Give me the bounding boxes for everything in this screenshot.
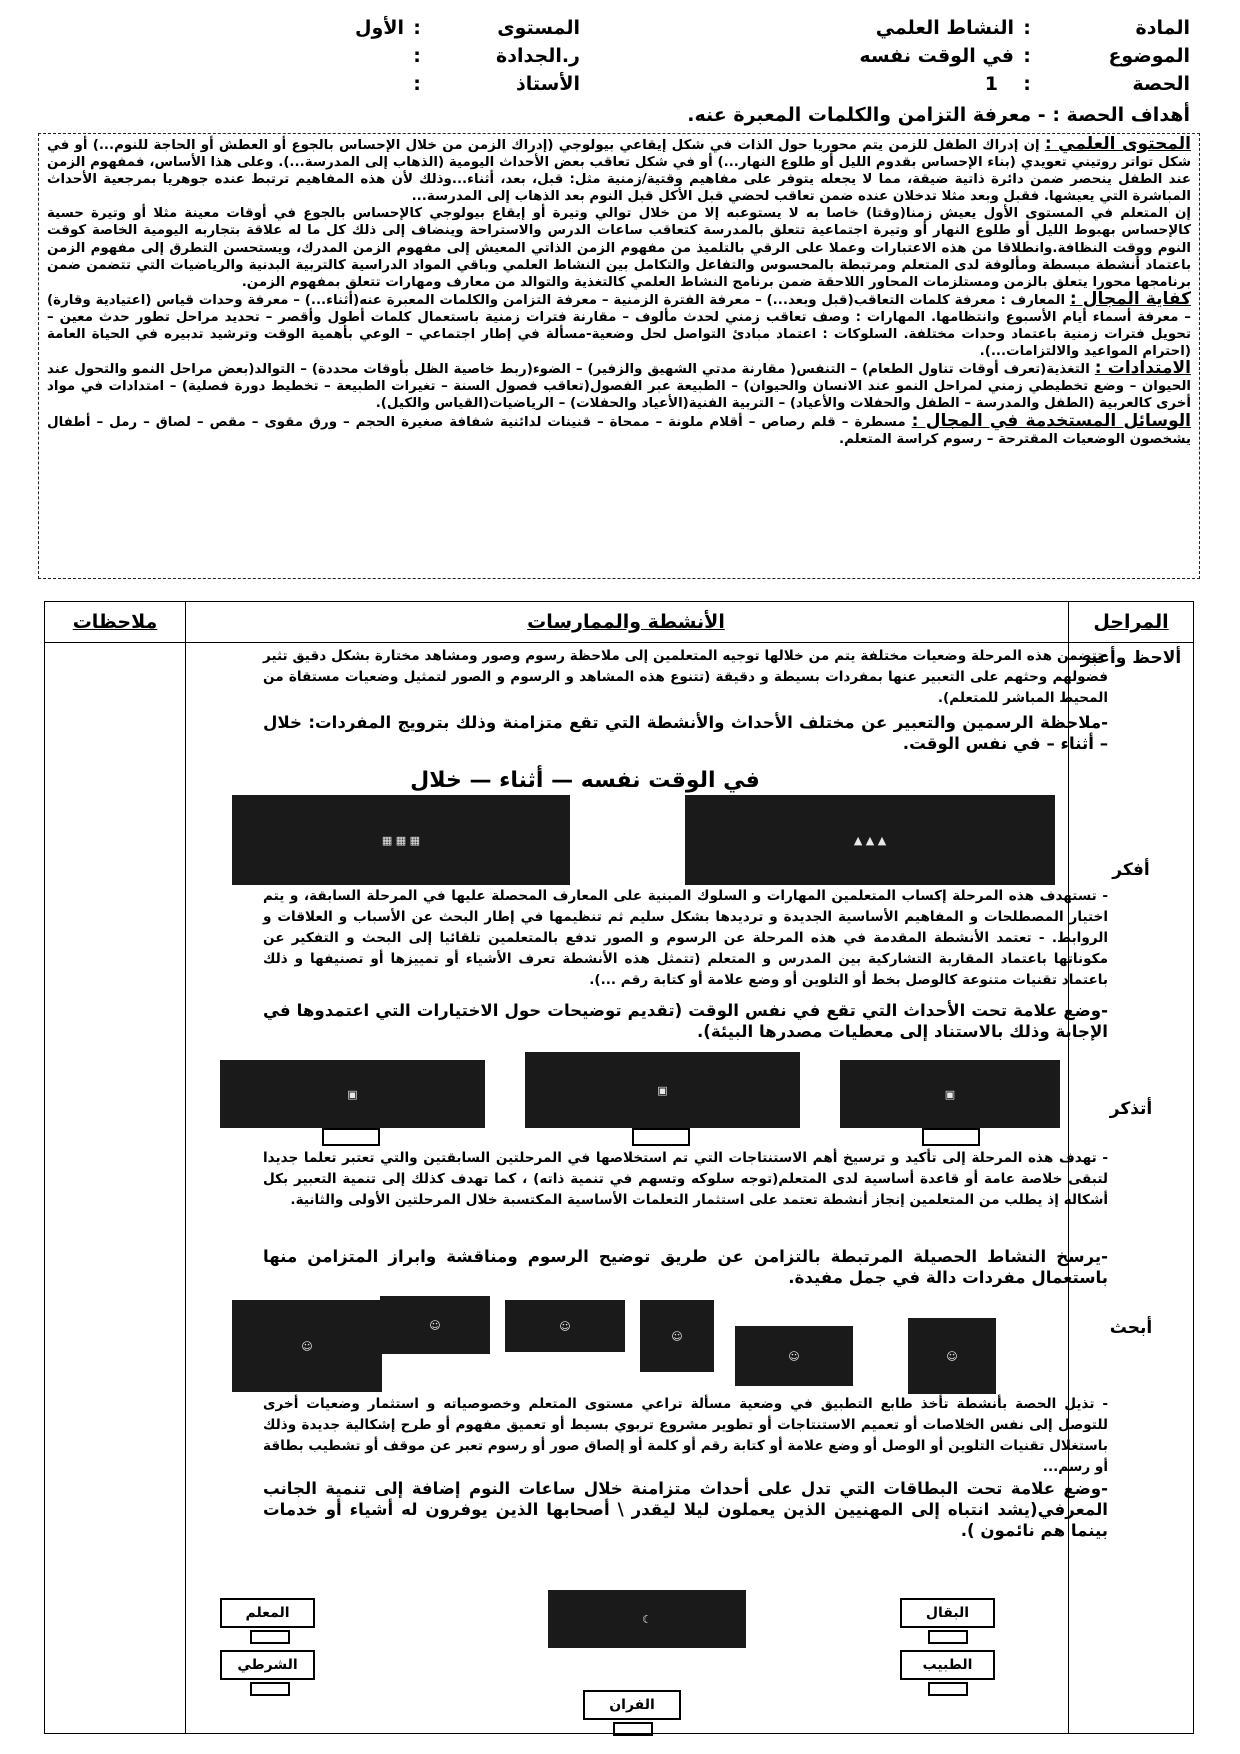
- drawing-person-6: ☺: [908, 1318, 996, 1394]
- stage2-activity: -وضع علامة تحت الأحداث التي تقع في نفس الوقت (تقديم توضيحات حول الاختيارات التي اعتمدوها في الإجابة وذلك بالاستناد إلى معطيات مصدرها البيئة).: [263, 1001, 1108, 1041]
- answer-checkbox-2[interactable]: [632, 1128, 690, 1146]
- drawing-person-2: ☺: [380, 1296, 490, 1354]
- drawing-person-1: ☺: [232, 1300, 382, 1392]
- drawing-nature-scene: ▲ ▲ ▲: [685, 795, 1055, 885]
- drawing-city-scene: ▦ ▦ ▦: [232, 795, 570, 885]
- stage3-description: - تهدف هذه المرحلة إلى تأكيد و ترسيخ أهم الاستنتاجات التي تم استخلاصها في المرحلتين السابقتين والتي تعتبر تعلما جديدا لتبقى خلاصة عامة أو قاعدة أساسية لدى المتعلم(توجه سلوكه وتسهم في تنمية ذاته) ، كما تهدف كذلك إلى تنمية التعبير بكل أشكاله إذ يطلب من المتعلمين إنجاز أنشطة تعتمد على استثمار التعلمات الأساسية المكتسبة خلال المرحلتين الأولى والثانية.: [263, 1150, 1108, 1208]
- header-teacher-row: [300, 70, 580, 98]
- card-baker-checkbox[interactable]: [613, 1722, 653, 1736]
- tools-title: الوسائل المستخدمة في المجال :: [911, 410, 1191, 431]
- subject-label: المادة: [1135, 17, 1190, 39]
- stage4-activity: -وضع علامة تحت البطاقات التي تدل على أحداث متزامنة خلال ساعات النوم إضافة إلى تنمية الجانب المعرفي(يشد انتباه إلى المهنيين الذين يعملون ليلا ليقدر \ أصحابها الذين يوفرون له أشياء أو خدمات بينما هم نائمون ).: [263, 1479, 1108, 1540]
- session-value: 1: [984, 73, 998, 95]
- drawing-person-4: ☺: [640, 1300, 714, 1372]
- colon: :: [413, 45, 421, 67]
- drawing-person-3: ☺: [505, 1300, 625, 1352]
- session-label: الحصة: [1132, 73, 1190, 95]
- drawing-activity-1: ▣: [220, 1060, 485, 1128]
- goals-value: - معرفة التزامن والكلمات المعبرة عنه.: [687, 104, 1046, 126]
- answer-checkbox-3[interactable]: [922, 1128, 980, 1146]
- extensions-text: التغذية(تعرف أوقات تناول الطعام) – التنفس( مقارنة مدتي الشهيق والزفير) – الضوء(ربط خاصية الظل بأوقات محددة) – التوالد(بعض مراحل النمو والتحول عند الحيوان – وضع تخطيطي زمني لمراحل النمو عند الانسان والحيوان) – الطبيعة عبر الفصول(تعاقب فصول السنة – تغيرات الطبيعة – تخطيط دورة فصلية) – امتدادات في مواد أخرى كالعربية (الطفل والمدرسة – الطفل والحفلات والأعياد) – التربية الفنية(الأعياد والحفلات) – الرياضيات(القياس والكيل).: [47, 362, 1191, 412]
- school-label: ر.الجدادة: [496, 45, 580, 67]
- card-policeman: الشرطي: [220, 1650, 315, 1680]
- stage3-activity: -يرسخ النشاط الحصيلة المرتبطة بالتزامن عن طريق توضيح الرسوم ومناقشة وابراز المتزامن منها باستعمال مفردات دالة في جمل مفيدة.: [263, 1247, 1108, 1287]
- topic-label: الموضوع: [1108, 45, 1190, 67]
- lesson-goals: [687, 104, 1190, 126]
- competence-text: المعارف : معرفة كلمات التعاقب(قبل وبعد...) – معرفة الفترة الزمنية – معرفة التزامن والكلمات المعبرة عنه(أثناء...) – معرفة وحدات قياس (اعتيادية وقارة) – معرفة أسماء أيام الأسبوع وانتظامها. المهارات : وصف تعاقب زمني لحدث مألوف – مقارنة فترات زمنية باستعمال كلمات أطول وأقصر – تحديد مراحل تطور حدث معين – تحويل فترات زمنية باعتماد وحدات مختلفة. السلوكات : اعتماد مبادئ التواصل لحل وضعية-مسألة في إطار اجتماعي – الوعي بأهمية الوقت وترشيد تدبيره في الحياة العامة (احترام المواعيد والالتزامات...).: [47, 292, 1191, 360]
- column-divider: [185, 602, 186, 1733]
- stage-search: أبحث: [1109, 1318, 1153, 1338]
- answer-checkbox-1[interactable]: [322, 1128, 380, 1146]
- stage1-activity: -ملاحظة الرسمين والتعبير عن مختلف الأحداث والأنشطة التي تقع متزامنة وذلك بترويج المفردات: خلال – أثناء – في نفس الوقت.: [263, 713, 1108, 753]
- notes-column-header: ملاحظات: [72, 611, 158, 633]
- card-teacher-checkbox[interactable]: [250, 1630, 290, 1644]
- tools-text: مسطرة – قلم رصاص – أقلام ملونة – ممحاة – قنينات لدائنية شفافة صغيرة الحجم – ورق مقوى – مقص – لصاق – رمل – أطفال يشخصون الوضعيات المقترحة – رسوم كراسة المتعلم.: [47, 414, 1191, 447]
- topic-value: في الوقت نفسه: [859, 45, 1014, 67]
- competence-title: كفاية المجال :: [1069, 288, 1192, 309]
- card-doctor: الطبيب: [900, 1650, 995, 1680]
- stage2-description: - تستهدف هذه المرحلة إكساب المتعلمين المهارات و السلوك المبنية على المعارف المحصلة عليها في المرحلة السابقة، و يتم اختيار المصطلحات و المفاهيم الأساسية الجديدة و ترديدها بشكل سليم ثم تنظيمها في إطار البحث عن الأسباب و العلاقات و الروابط. - تعتمد الأنشطة المقدمة في هذه المرحلة عن الرسوم و الصور تدفع بالمتعلمين تلقائيا إلى البحث و التفكير عن مكوناتها باعتماد المقاربة التشاركية بين المدرس و المتعلم (تتمثل هذه الأنشطة تعرف الأشياء أو تمييزها أو تصنيفها و ذلك باعتماد تقنيات متنوعة كالوصل بخط أو التلوين أو وضع علامة أو كتابة رقم ...).: [263, 888, 1108, 988]
- drawing-activity-3: ▣: [840, 1060, 1060, 1128]
- level-value: الأول: [355, 17, 404, 39]
- subject-value: النشاط العلمي: [875, 17, 1014, 39]
- card-doctor-checkbox[interactable]: [928, 1682, 968, 1696]
- content-paragraph-2: إن المتعلم في المستوى الأول يعيش زمنا(وقتا) خاصا به لا يستوعبه إلا من خلال توالي وتيرة أو إيقاع بيولوجي كالإحساس بالجوع في أوقات معينة مثلا أو وتيرة حسية كالإحساس بهبوط الليل أو طلوع النهار أو وتيرة اجتماعية تتعلق بالمدرسة كتعاقب ساعات الدرس والاستراحة وينضاف إلى ذلك كل ما له علاقة بتجاربه اليومية الخاصة كوقت النوم ووقت النظافة.وانطلاقا من هذه الاعتبارات وعملا على الرقي بالتلميذ من مفهوم الزمن الذاتي المعيش إلى مفهوم الزمن المدرك، ويستحسن التطرق إلى مفهوم الزمن باعتماد أنشطة مبسطة ومألوفة لدى المتعلم ومرتبطة بالمحسوس والتفاعل والتكامل بين النشاط العلمي وباقي المواد الدراسية كالتربية البدنية والرياضيات التي تتضمن ضمن برنامجها محورا يتعلق بالزمن ومستلزمات المحاور اللاحقة ضمن برنامج النشاط العلمي كالتغذية والتوالد من معارف ومهارات تتعلق بمفهوم الزمن.: [47, 206, 1191, 290]
- stages-column-header: المراحل: [1093, 611, 1169, 633]
- stage4-description: - تذيل الحصة بأنشطة تأخذ طابع التطبيق في وضعية مسألة تراعي مستوى المتعلم وخصوصياته و استثمار وضعيات أخرى للتوصل إلى نفس الخلاصات أو تعميم الاستنتاجات أو تطوير مشروع تربوي بسيط أو تعميق مفهوم أو طرح إشكالية جديدة وذلك باستغلال تقنيات التلوين أو الوصل أو وضع علامة أو كتابة رقم أو كلمة أو إلصاق صور أو رسوم تعبر عن موقف أو تشطيب بطاقة أو رسم...: [263, 1396, 1108, 1475]
- stage-observe-express: ألاحظ وأعبر: [1080, 648, 1182, 668]
- goals-label: أهداف الحصة :: [1052, 104, 1190, 126]
- colon: :: [413, 17, 421, 39]
- lesson-header: [40, 14, 1200, 134]
- content-text: إن إدراك الطفل للزمن يتم محوريا حول الذات في شكل إيقاعي بيولوجي (إدراك الزمن من خلال الإحساس بالجوع أو العطش أو الحاجة للنوم...) أو في شكل تواتر روتيني تعويدي (بناء الإحساس بقدوم الليل أو طلوع النهار...) أو في شكل تعاقب بعض الأحداث اليومية (الذهاب إلى المدرسة...). وعلى هذا الأساس، فمفهوم الزمن عند الطفل ينحصر ضمن دائرة ذاتية ضيقة، مما لا يجعله يتوفر على مفاهيم وقتية/زمنية مثل: قبل، بعد، أثناء...وذلك لأن هذه المفاهيم ترتبط عنده جوهريا بمرجعية الأحداث المباشرة التي يعيشها. فقبل وبعد مثلا تدخلان عنده ضمن تعاقب لحضي قبل الأكل قبل النوم بعد الذهاب إلى المدرسة...: [47, 138, 1191, 205]
- content-title: المحتوى العلمي :: [1044, 134, 1192, 154]
- colon: :: [413, 73, 421, 95]
- header-subject-row: [610, 14, 1190, 42]
- level-label: المستوى: [497, 17, 580, 39]
- colon: :: [1023, 45, 1031, 67]
- header-right-column: [610, 14, 1190, 98]
- stage1-description: -تتضمن هذه المرحلة وضعيات مختلفة يتم من خلالها توجيه المتعلمين إلى ملاحظة رسوم وصور ومشاهد مختارة بشكل دقيق تثير فضولهم وحثهم على التعبير عنها بمفردات بسيطة و دقيقة (تتنوع هذه المشاهد و الرسوم و الصور لتمثيل وضعيات مستقاة من المحيط المباشر للمتعلم).: [263, 648, 1108, 706]
- extensions-paragraph: [47, 360, 1191, 412]
- drawing-night-scene: ☾: [548, 1590, 746, 1648]
- scientific-content-box: [38, 133, 1200, 579]
- header-left-column: [300, 14, 580, 98]
- activities-column-header: الأنشطة والممارسات: [527, 611, 725, 633]
- card-baker: الفران: [583, 1690, 681, 1720]
- header-school-row: [300, 42, 580, 70]
- header-level-row: [300, 14, 580, 42]
- tools-paragraph: [47, 410, 1191, 448]
- competence-paragraph: [47, 288, 1192, 360]
- card-policeman-checkbox[interactable]: [250, 1682, 290, 1696]
- content-paragraph: [47, 136, 1191, 205]
- card-grocer: البقال: [900, 1598, 995, 1628]
- extensions-title: الامتدادات :: [1094, 358, 1191, 379]
- header-divider: [45, 642, 1193, 643]
- card-grocer-checkbox[interactable]: [928, 1630, 968, 1644]
- colon: :: [1023, 73, 1031, 95]
- stage-remember: أتذكر: [1109, 1099, 1153, 1119]
- header-session-row: [610, 70, 1190, 98]
- card-teacher: المعلم: [220, 1598, 315, 1628]
- stage-think: أفكر: [1112, 860, 1150, 880]
- header-topic-row: [610, 42, 1190, 70]
- colon: :: [1023, 17, 1031, 39]
- drawing-person-5: ☺: [735, 1326, 853, 1386]
- teacher-label: الأستاذ: [516, 73, 580, 95]
- drawing-activity-2: ▣: [525, 1052, 800, 1128]
- image-title-strip: في الوقت نفسه — أثناء — خلال: [410, 768, 760, 793]
